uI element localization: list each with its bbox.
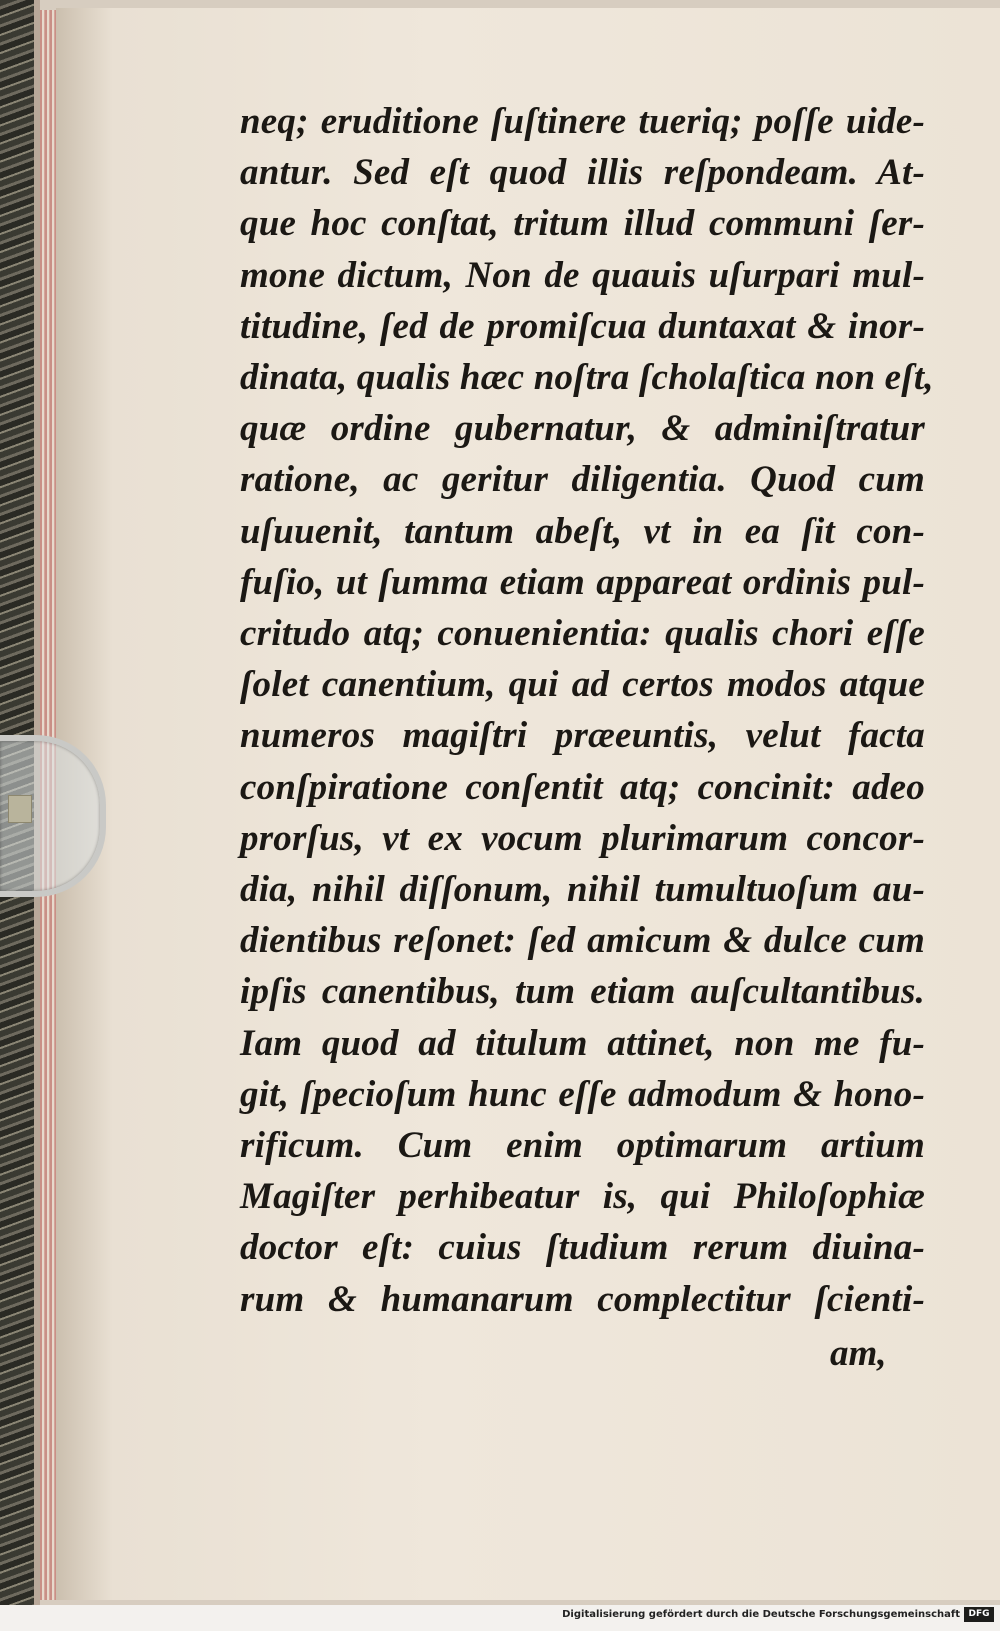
- text-line: dia, nihil diſſonum, nihil tumultuoſum au-: [240, 869, 925, 911]
- text-line: ſolet canentium, qui ad certos modos atque: [240, 664, 925, 706]
- text-line: rificum. Cum enim optimarum artium: [240, 1125, 925, 1167]
- text-line: dinata, qualis hæc noſtra ſcholaſtica non eſt,: [240, 357, 934, 399]
- text-line: mone dictum, Non de quauis uſurpari mul-: [240, 254, 925, 296]
- text-line: Magiſter perhibeatur is, qui Philoſophiæ: [240, 1176, 925, 1218]
- text-line: critudo atq; conuenientia: qualis chori eſſe: [240, 613, 925, 655]
- text-line: numeros magiſtri præeuntis, velut facta: [240, 715, 925, 757]
- text-line: dientibus reſonet: ſed amicum & dulce cum: [240, 920, 925, 962]
- text-line: rum & humanarum complectitur ſcienti-: [240, 1278, 925, 1320]
- text-line: prorſus, vt ex vocum plurimarum concor-: [240, 817, 925, 859]
- text-line: doctor eſt: cuius ſtudium rerum diuina-: [240, 1227, 925, 1269]
- text-line: titudine, ſed de promiſcua duntaxat & inor-: [240, 305, 925, 347]
- text-line: neq; eruditione ſuſtinere tueriq; poſſe uide-: [240, 101, 925, 142]
- page-clip-tab: [8, 795, 32, 823]
- catchword: am,: [830, 1333, 887, 1374]
- text-line: uſuuenit, tantum abeſt, vt in ea ſit con-: [240, 510, 925, 552]
- text-line: conſpiratione conſentit atq; concinit: adeo: [240, 766, 925, 808]
- dfg-logo: DFG: [964, 1607, 994, 1622]
- text-line: fuſio, ut ſumma etiam appareat ordinis pul-: [240, 561, 925, 603]
- text-line: antur. Sed eſt quod illis reſpondeam. At-: [240, 152, 925, 194]
- page-text: [240, 96, 934, 1325]
- text-line: ipſis canentibus, tum etiam auſcultantibus.: [240, 971, 925, 1013]
- text-line: quæ ordine gubernatur, & adminiſtratur: [240, 408, 925, 450]
- digitization-credit: Digitalisierung gefördert durch die Deutsche Forschungsgemeinschaft: [562, 1609, 960, 1620]
- text-line: Iam quod ad titulum attinet, non me fu-: [240, 1022, 925, 1064]
- text-line: que hoc conſtat, tritum illud communi ſer-: [240, 203, 925, 245]
- text-line: ratione, ac geritur diligentia. Quod cum: [240, 459, 925, 501]
- text-line: git, ſpecioſum hunc eſſe admodum & hono-: [240, 1073, 925, 1115]
